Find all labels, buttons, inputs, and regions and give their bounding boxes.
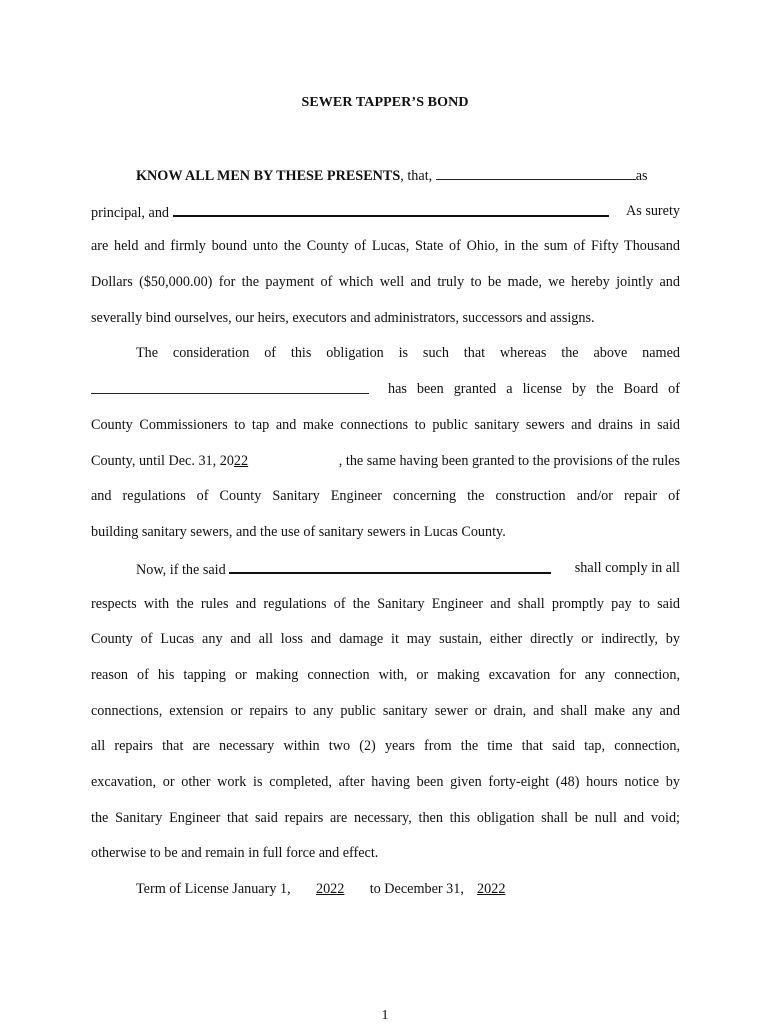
expiry-prefix: County, until Dec. 31, 20	[91, 453, 234, 469]
term-line	[91, 880, 680, 898]
bond-line-18: excavation, or other work is completed, after having been given forty-eight (48) hours notice by	[91, 774, 680, 790]
bond-line-20: otherwise to be and remain in full force and effect.	[91, 845, 379, 861]
as-text: as	[635, 168, 648, 184]
term-mid-text: to December 31,	[369, 881, 464, 897]
bond-line-13: respects with the rules and regulations of the Sanitary Engineer and shall promptly pay to said	[91, 596, 680, 612]
comply-line	[91, 559, 680, 579]
as-surety-text: As surety	[626, 203, 680, 219]
bond-line-10: and regulations of County Sanitary Engineer concerning the construction and/or repair of	[91, 488, 680, 504]
bond-line-11: building sanitary sewers, and the use of sanitary sewers in Lucas County.	[91, 524, 506, 540]
term-start-year-field[interactable]: 2022	[315, 881, 345, 897]
principal-name-blank[interactable]	[436, 166, 636, 180]
bond-line-3: are held and firmly bound unto the County of Lucas, State of Ohio, in the sum of Fifty Thousand	[91, 238, 680, 254]
expiry-line	[91, 452, 680, 470]
expiry-year-field[interactable]: 22	[233, 453, 249, 469]
expiry-suffix: , the same having been granted to the provisions of the rules	[338, 453, 680, 469]
license-granted-text: has been granted a license by the Board of	[388, 381, 680, 397]
page-number: 1	[381, 1008, 389, 1023]
bond-line-4: Dollars ($50,000.00) for the payment of which well and truly to be made, we hereby jointly and	[91, 274, 680, 290]
surety-name-blank[interactable]	[173, 202, 609, 217]
know-all-line	[91, 166, 725, 185]
principal-line	[91, 202, 680, 222]
bond-line-8: County Commissioners to tap and make connections to public sanitary sewers and drains in said	[91, 417, 680, 433]
term-prefix: Term of License January 1,	[136, 881, 291, 897]
bond-line-16: connections, extension or repairs to any public sanitary sewer or drain, and shall make any and	[91, 703, 680, 719]
page-title: SEWER TAPPER’S BOND	[301, 95, 469, 110]
know-all-rest: , that,	[400, 168, 433, 184]
licensee-line	[91, 380, 680, 399]
principal-and-text: principal, and	[91, 205, 170, 221]
now-if-text: Now, if the said	[136, 562, 226, 578]
term-end-year-field[interactable]: 2022	[477, 881, 506, 897]
bond-line-15: reason of his tapping or making connection with, or making excavation for any connection,	[91, 667, 680, 683]
shall-comply-text: shall comply in all	[574, 560, 680, 576]
bond-line-5: severally bind ourselves, our heirs, executors and administrators, successors and assigns.	[91, 310, 595, 326]
licensee-name-blank[interactable]	[91, 380, 369, 394]
bond-line-17: all repairs that are necessary within two (2) years from the time that said tap, connection,	[91, 738, 680, 754]
comply-name-blank[interactable]	[229, 559, 551, 574]
consideration-line: The consideration of this obligation is such that whereas the above named	[136, 345, 680, 361]
know-all-heading: KNOW ALL MEN BY THESE PRESENTS	[136, 168, 401, 184]
bond-line-14: County of Lucas any and all loss and damage it may sustain, either directly or indirectly, by	[91, 631, 680, 647]
bond-line-19: the Sanitary Engineer that said repairs are necessary, then this obligation shall be null and void;	[91, 810, 680, 826]
